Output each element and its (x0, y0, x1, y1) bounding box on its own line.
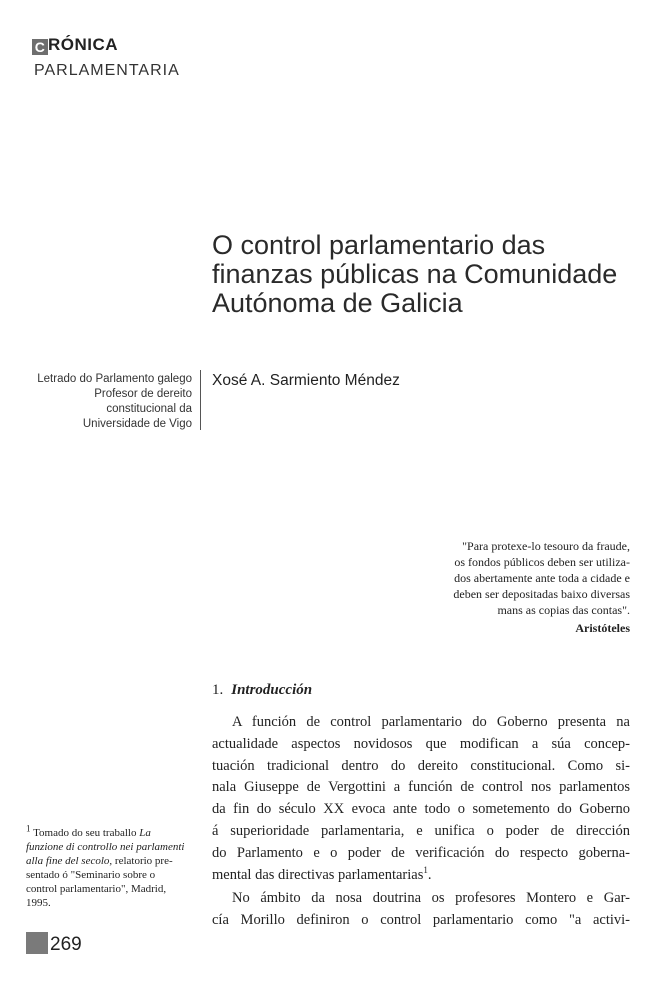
epigraph-line: dos abertamente ante toda a cidade e (454, 571, 630, 585)
affiliation-line: Universidade de Vigo (82, 418, 192, 430)
page-marker-square (26, 932, 48, 954)
body-line: actualidade aspectos novidosos que modifican a súa concep- (212, 735, 630, 752)
epigraph (380, 538, 630, 636)
section-heading (212, 682, 312, 699)
affiliation-line: Letrado do Parlamento galego (37, 373, 192, 385)
section-number: 1. (212, 682, 224, 698)
body-line-period: . (427, 866, 432, 883)
page-number-block (26, 932, 82, 956)
affiliation-divider (200, 370, 201, 430)
title-line: Autónoma de Galicia (212, 288, 463, 318)
article-title (212, 231, 632, 318)
body-line-text: mental das directivas parlamentarias (212, 866, 424, 883)
body-line-last (212, 865, 630, 887)
body-line: No ámbito da nosa doutrina os profesores Montero e Gar- (232, 890, 630, 907)
epigraph-attribution: Aristóteles (575, 621, 630, 635)
page-number: 269 (50, 934, 82, 955)
body-text (212, 712, 630, 932)
footnote-line: funzione di controllo nei parlamenti (26, 841, 185, 853)
footnote-line (26, 854, 190, 868)
body-line: do Parlamento e o poder de verificación do respecto goberna- (212, 844, 630, 861)
author-name: Xosé A. Sarmiento Méndez (212, 372, 400, 389)
epigraph-line: deben ser depositadas baixo diversas (453, 587, 630, 601)
footnote-text: Tomado do seu traballo (33, 827, 137, 839)
footnote-text: relatorio pre- (114, 855, 173, 867)
header-initial-box: C (32, 39, 48, 55)
footnote (26, 823, 190, 910)
epigraph-line: mans as copias das contas". (497, 603, 630, 617)
body-line: tuación tradicional dentro do dereito constitucional. Como si- (212, 757, 630, 774)
footnote-line: control parlamentario", Madrid, (26, 883, 167, 895)
body-line: da fin do século XX evoca ante todo o sometemento do Goberno (212, 801, 630, 818)
affiliation-line: constitucional da (106, 403, 192, 415)
affiliation-line: Profesor de dereito (94, 388, 192, 400)
footnote-italic: alla fine del secolo, (26, 855, 113, 867)
title-line: finanzas públicas na Comunidade (212, 259, 618, 289)
body-line: A función de control parlamentario do Goberno presenta na (232, 714, 630, 730)
epigraph-line: "Para protexe-lo tesouro da fraude, (462, 539, 630, 553)
title-line: O control parlamentario das (212, 230, 546, 260)
section-title: Introducción (231, 682, 313, 698)
footnote-line: sentado ó "Seminario sobre o (26, 869, 156, 881)
footnote-line (26, 823, 190, 840)
footnote-line: 1995. (26, 897, 51, 909)
footnote-marker: 1 (26, 823, 31, 834)
footnote-italic: La (139, 827, 151, 839)
body-line: nala Giuseppe de Vergottini a función de control nos parlamentos (212, 779, 630, 796)
header-title-rest: RÓNICA (48, 35, 119, 54)
epigraph-line: os fondos públicos deben ser utiliza- (454, 555, 630, 569)
author-affiliation (22, 372, 192, 432)
footnote-reference[interactable]: 1 (423, 864, 428, 875)
body-line: á superioridade parlamentaria, e unifica o poder de dirección (212, 822, 630, 839)
body-line: cía Morillo definiron o control parlamentario como "a activi- (212, 912, 630, 929)
running-header-title (32, 34, 118, 56)
running-header-subtitle: PARLAMENTARIA (34, 62, 180, 79)
